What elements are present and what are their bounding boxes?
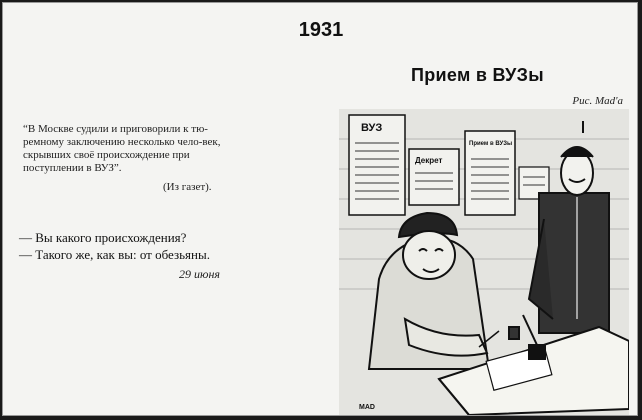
- cartoon-illustration: [339, 109, 629, 415]
- poster-label-vuz: ВУЗ: [361, 122, 383, 134]
- artist-signature: MAD: [359, 404, 375, 411]
- magazine-page: [2, 2, 638, 416]
- dialogue-line-question: — Вы какого происхождения?: [19, 230, 187, 245]
- publication-date: 29 июня: [179, 267, 220, 281]
- poster-label-decree: Декрет: [415, 156, 443, 165]
- cartoon-title: Прием в ВУЗы: [411, 65, 544, 85]
- quote-source: (Из газет).: [163, 181, 212, 193]
- artist-credit: Рис. Mad'a: [572, 95, 623, 107]
- dialogue: [19, 229, 259, 263]
- poster-label-admission: Прием в ВУЗы: [469, 141, 513, 147]
- newspaper-quote: “В Москве судили и приговорили к тю-ремному заключению несколько чело-век, скрывших своё происхождение при поступлении в ВУЗ”.: [23, 123, 221, 174]
- page-year: 1931: [298, 19, 344, 41]
- dialogue-line-answer: — Такого же, как вы: от обезьяны.: [19, 247, 210, 262]
